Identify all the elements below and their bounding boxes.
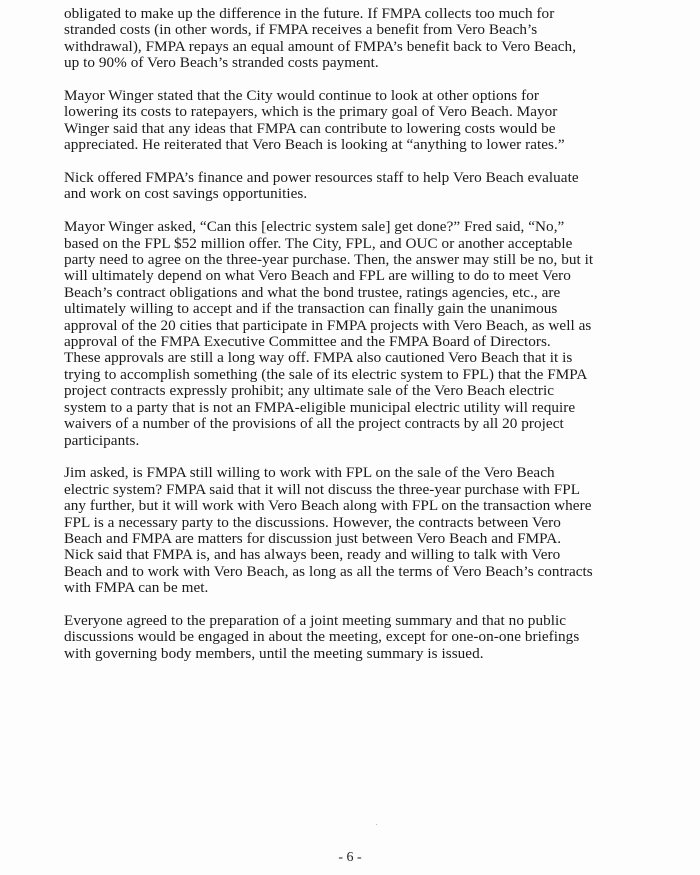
paragraph-stranded-costs: obligated to make up the difference in the future. If FMPA collects too much for stranded costs (in other words, if FMPA receives a benefit from Vero Beach’s withdrawal), FMPA repays an equal amount of FMPA’s benefit back to Vero Beach, up to 90% of Vero Beach’s stranded costs payment. <box>64 5 577 72</box>
paragraph-jim-question: Jim asked, is FMPA still willing to work with FPL on the sale of the Vero Beach electric system? FMPA said that it will not discuss the three-year purchase with FPL any further, but it will work with Vero Beach along with FPL on the transaction where FPL is a necessary party to the discussions. However, the contracts between Vero Beach and FMPA are matters for discussion just between Vero Beach and FMPA. Nick said that FMPA is, and has always been, ready and willing to talk with Vero Beach and to work with Vero Beach, as long as all the terms of Vero Beach’s contracts with FMPA can be met. <box>64 464 593 597</box>
page-number: - 6 - <box>338 850 362 865</box>
document-body <box>64 6 644 679</box>
paragraph-mayor-winger-options: Mayor Winger stated that the City would continue to look at other options for lowering its costs to ratepayers, which is the primary goal of Vero Beach. Mayor Winger said that any ideas that FMPA can contribute to lowering costs would be appreciated. He reiterated that Vero Beach is looking at “anything to lower rates.” <box>64 87 565 154</box>
paragraph-sale-question: Mayor Winger asked, “Can this [electric system sale] get done?” Fred said, “No,” based on the FPL $52 million offer. The City, FPL, and OUC or another acceptable party need to agree on the three-year purchase. Then, the answer may still be no, but it will ultimately depend on what Vero Beach and FPL are willing to do to meet Vero Beach’s contract obligations and what the bond trustee, ratings agencies, etc., are ultimately willing to accept and if the transaction can finally gain the unanimous approval of the 20 cities that participate in FMPA projects with Vero Beach, as well as approval of the FMPA Executive Committee and the FMPA Board of Directors. These approvals are still a long way off. FMPA also cautioned Vero Beach that it is trying to accomplish something (the sale of its electric system to FPL) that the FMPA project contracts expressly prohibit; any ultimate sale of the Vero Beach electric system to a party that is not an FMPA-eligible municipal electric utility will require waivers of a number of the provisions of all the project contracts by all 20 project participants. <box>64 218 594 449</box>
paragraph-joint-summary: Everyone agreed to the preparation of a joint meeting summary and that no public discussions would be engaged in about the meeting, except for one-on-one briefings with governing body members, until the meeting summary is issued. <box>64 611 580 662</box>
paragraph-nick-offer: Nick offered FMPA’s finance and power resources staff to help Vero Beach evaluate and work on cost savings opportunities. <box>64 169 579 203</box>
scan-speck <box>376 824 377 825</box>
